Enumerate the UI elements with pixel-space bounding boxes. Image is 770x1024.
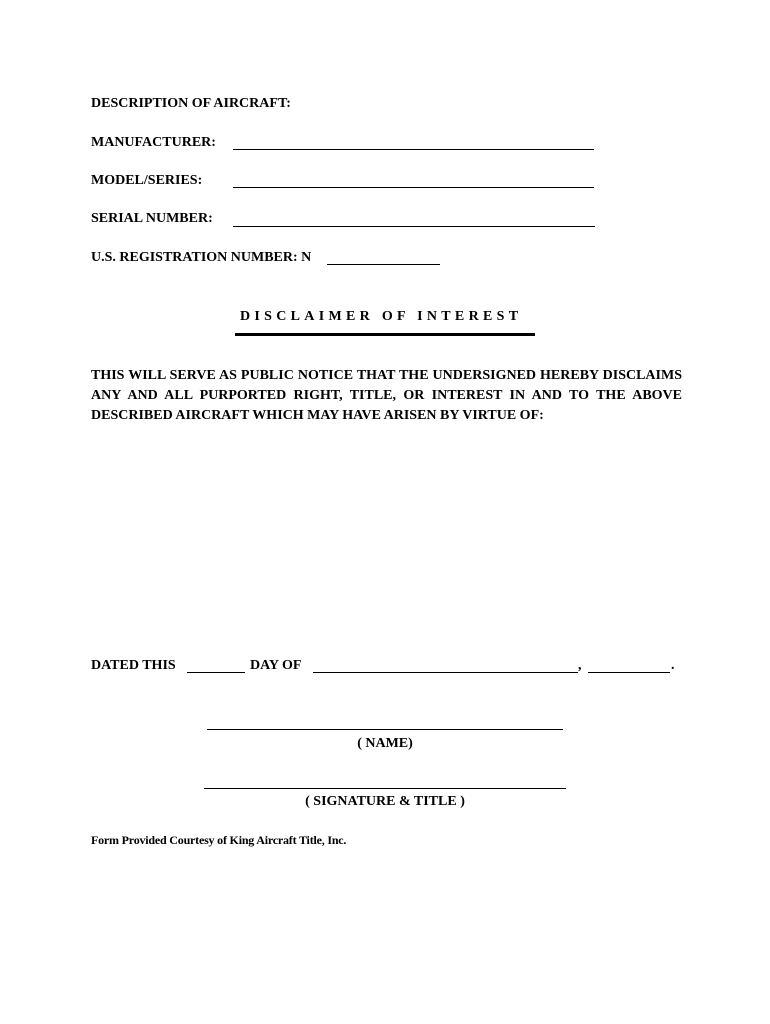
registration-number-label: U.S. REGISTRATION NUMBER: N	[91, 250, 312, 265]
signature-title-field[interactable]	[204, 788, 566, 789]
dated-this-label: DATED THIS	[91, 658, 176, 673]
manufacturer-label: MANUFACTURER:	[91, 135, 216, 150]
name-field[interactable]	[207, 729, 563, 730]
registration-number-field[interactable]	[327, 264, 440, 265]
disclaimer-title: DISCLAIMER OF INTEREST	[240, 309, 523, 324]
day-field[interactable]	[187, 672, 245, 673]
date-period: .	[671, 658, 675, 673]
public-notice-text: THIS WILL SERVE AS PUBLIC NOTICE THAT THE UNDERSIGNED HEREBY DISCLAIMS ANY AND ALL PURPORTED RIGHT, TITLE, OR INTEREST IN AND TO THE ABOVE DESCRIBED AIRCRAFT WHICH MAY HAVE ARISEN BY VIRTUE OF:	[91, 368, 682, 423]
name-caption: ( NAME)	[357, 736, 413, 751]
year-field[interactable]	[588, 672, 670, 673]
serial-number-field[interactable]	[233, 226, 595, 227]
footer-note: Form Provided Courtesy of King Aircraft Title, Inc.	[91, 833, 347, 847]
serial-number-label: SERIAL NUMBER:	[91, 211, 213, 226]
section-heading: DESCRIPTION OF AIRCRAFT:	[91, 96, 291, 111]
disclaimer-title-underline	[235, 333, 535, 336]
model-series-field[interactable]	[233, 187, 594, 188]
date-comma: ,	[578, 658, 582, 673]
manufacturer-field[interactable]	[233, 149, 594, 150]
model-series-label: MODEL/SERIES:	[91, 173, 203, 188]
signature-title-caption: ( SIGNATURE & TITLE )	[305, 794, 465, 809]
day-of-label: DAY OF	[250, 658, 302, 673]
month-field[interactable]	[313, 672, 578, 673]
